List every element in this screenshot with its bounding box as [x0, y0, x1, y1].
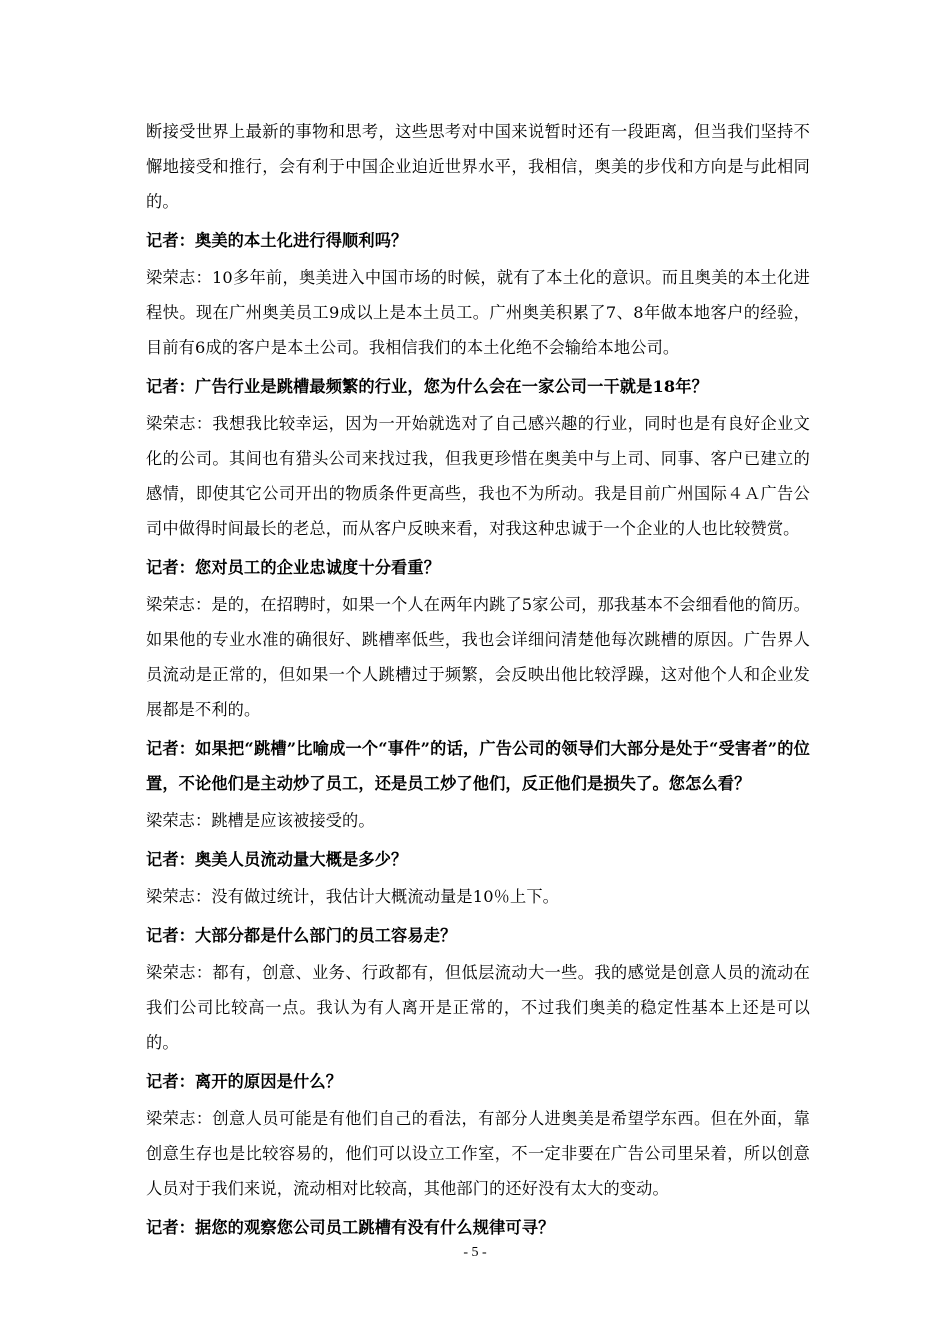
- answer-paragraph: 梁荣志：创意人员可能是有他们自己的看法，有部分人进奥美是希望学东西。但在外面，靠创意生存也是比较容易的，他们可以设立工作室，不一定非要在广告公司里呆着，所以创意人员对于我们来说，流动相对比较高，其他部门的还好没有太大的变动。: [146, 1109, 810, 1198]
- question-paragraph: 记者：广告行业是跳槽最频繁的行业，您为什么会在一家公司一干就是18年？: [146, 377, 708, 396]
- answer-paragraph: 梁荣志：10多年前，奥美进入中国市场的时候，就有了本土化的意识。而且奥美的本土化进程快。现在广州奥美员工9成以上是本土员工。广州奥美积累了7、8年做本地客户的经验，目前有6成的客户是本土公司。我相信我们的本土化绝不会输给本地公司。: [146, 268, 810, 357]
- question-paragraph: 记者：离开的原因是什么？: [146, 1072, 343, 1091]
- question-paragraph: 记者：大部分都是什么部门的员工容易走？: [146, 926, 457, 945]
- question-paragraph: 记者：您对员工的企业忠诚度十分看重？: [146, 558, 441, 577]
- answer-paragraph: 梁荣志：我想我比较幸运，因为一开始就选对了自己感兴趣的行业，同时也是有良好企业文化的公司。其间也有猎头公司来找过我，但我更珍惜在奥美中与上司、同事、客户已建立的感情，即使其它公司开出的物质条件更高些，我也不为所动。我是目前广州国际４Ａ广告公司中做得时间最长的老总，而从客户反映来看，对我这种忠诚于一个企业的人也比较赞赏。: [146, 414, 810, 538]
- answer-paragraph: 梁荣志：没有做过统计，我估计大概流动量是10％上下。: [146, 887, 559, 906]
- answer-paragraph: 梁荣志：跳槽是应该被接受的。: [146, 811, 375, 830]
- page-number: - 5 -: [463, 1245, 487, 1260]
- document-body: [146, 112, 810, 1245]
- answer-paragraph: 断接受世界上最新的事物和思考，这些思考对中国来说暂时还有一段距离，但当我们坚持不懈地接受和推行，会有利于中国企业迫近世界水平，我相信，奥美的步伐和方向是与此相同的。: [146, 122, 810, 211]
- answer-paragraph: 梁荣志：都有，创意、业务、行政都有，但低层流动大一些。我的感觉是创意人员的流动在我们公司比较高一点。我认为有人离开是正常的，不过我们奥美的稳定性基本上还是可以的。: [146, 963, 810, 1052]
- question-paragraph: 记者：据您的观察您公司员工跳槽有没有什么规律可寻？: [146, 1218, 555, 1237]
- question-paragraph: 记者：如果把“跳槽”比喻成一个“事件”的话，广告公司的领导们大部分是处于“受害者”的位置，不论他们是主动炒了员工，还是员工炒了他们，反正他们是损失了。您怎么看？: [146, 739, 810, 793]
- answer-paragraph: 梁荣志：是的，在招聘时，如果一个人在两年内跳了5家公司，那我基本不会细看他的简历。如果他的专业水准的确很好、跳槽率低些，我也会详细问清楚他每次跳槽的原因。广告界人员流动是正常的，但如果一个人跳槽过于频繁，会反映出他比较浮躁，这对他个人和企业发展都是不利的。: [146, 595, 810, 719]
- question-paragraph: 记者：奥美的本土化进行得顺利吗？: [146, 231, 408, 250]
- question-paragraph: 记者：奥美人员流动量大概是多少？: [146, 850, 408, 869]
